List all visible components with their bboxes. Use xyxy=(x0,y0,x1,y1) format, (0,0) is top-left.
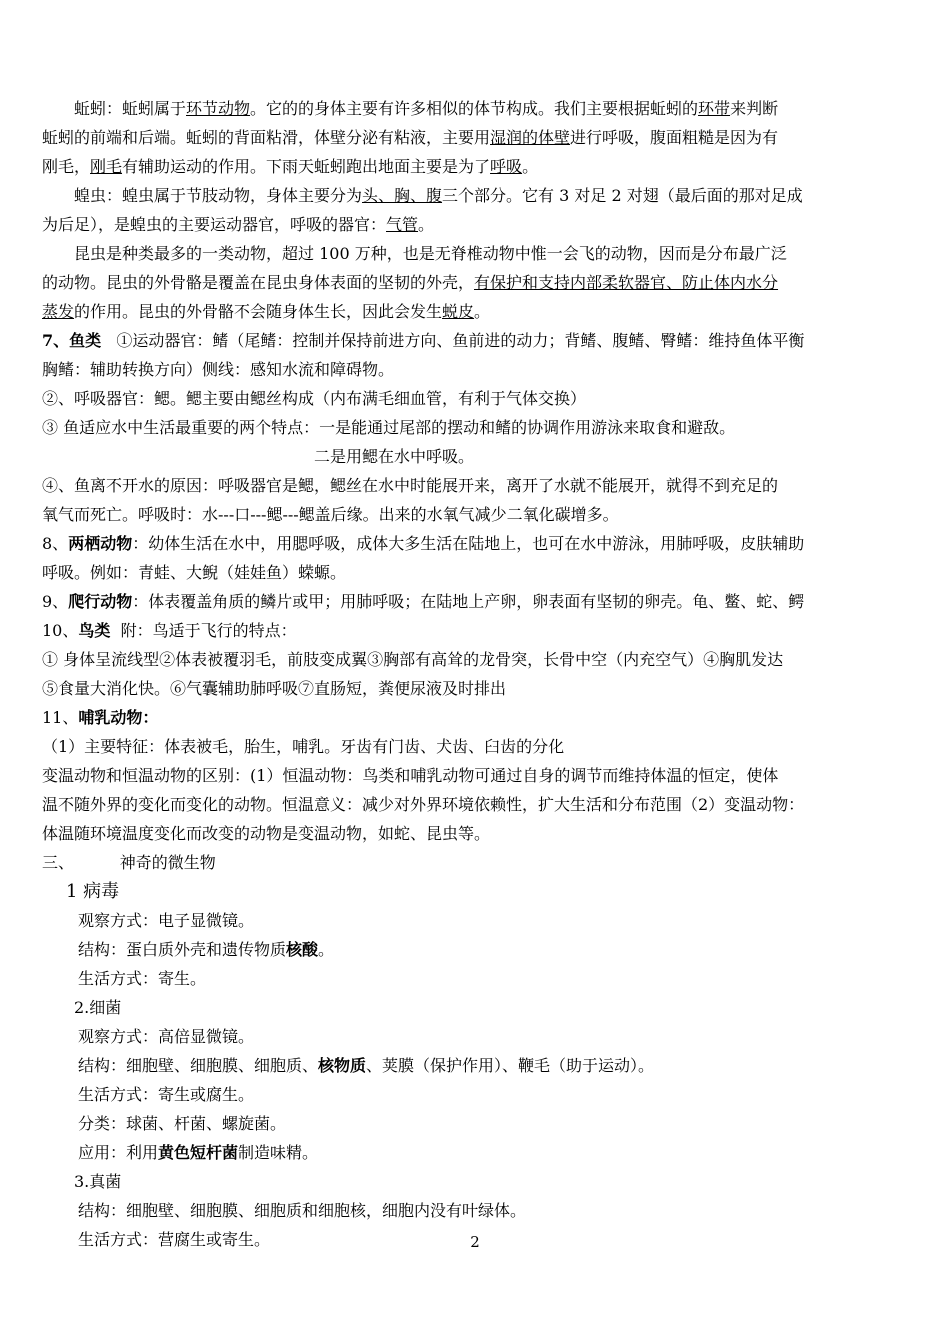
virus-heading xyxy=(42,877,908,906)
fish-line-5 xyxy=(42,442,908,471)
insect-line-2 xyxy=(42,268,908,297)
section-number: 9、 xyxy=(42,592,69,611)
text: ②、呼吸器官：鳃。鳃主要由鳃丝构成（内布满毛细血管，有利于气体交换） xyxy=(42,389,587,408)
text: 刚毛， xyxy=(42,157,91,176)
section-number: 三、 xyxy=(42,853,75,872)
text: 变温动物和恒温动物的区别：(1）恒温动物：鸟类和哺乳动物可通过自身的调节而维持体温的恒定，使体 xyxy=(42,766,779,785)
bacteria-life xyxy=(42,1080,908,1109)
text: ：体表覆盖角质的鳞片或甲；用肺呼吸；在陆地上产卵，卵表面有坚韧的卵壳。龟、鳖、蛇、鳄 xyxy=(132,592,805,611)
underlined-term: 蒸发 xyxy=(42,302,75,321)
section-heading: 爬行动物 xyxy=(68,592,133,611)
underlined-term: 有保护和支持内部柔软器官、防止体内水分 xyxy=(474,273,779,292)
bacteria-heading xyxy=(42,993,908,1022)
mammal-line-2 xyxy=(42,761,908,790)
micro-title xyxy=(42,848,908,877)
section-heading: 7、鱼类 xyxy=(42,331,102,350)
locust-line-1 xyxy=(42,181,908,210)
mammal-line-1 xyxy=(42,732,908,761)
text: 蚯蚓的前端和后端。蚯蚓的背面粘滑，体壁分泌有粘液，主要用 xyxy=(42,128,491,147)
underlined-term: 湿润的体壁 xyxy=(490,128,571,147)
locust-line-2 xyxy=(42,210,908,239)
text: 观察方式：电子显微镜。 xyxy=(78,911,255,930)
earthworm-line-1 xyxy=(42,94,908,123)
document-body xyxy=(42,94,908,1254)
text: 结构：蛋白质外壳和遗传物质 xyxy=(78,940,287,959)
virus-structure xyxy=(42,935,908,964)
text: 来判断 xyxy=(730,99,779,118)
text: 应用：利用 xyxy=(78,1143,159,1162)
text: 附：鸟适于飞行的特点： xyxy=(120,621,297,640)
underlined-term: 呼吸 xyxy=(490,157,523,176)
earthworm-line-3 xyxy=(42,152,908,181)
subsection-heading: 1 病毒 xyxy=(66,881,120,902)
underlined-term: 环带 xyxy=(698,99,731,118)
underlined-term: 头、胸、腹 xyxy=(362,186,443,205)
fungi-structure xyxy=(42,1196,908,1225)
text: 。它的的身体主要有许多相似的体节构成。我们主要根据蚯蚓的 xyxy=(250,99,699,118)
fish-line-4 xyxy=(42,413,908,442)
fish-line-3 xyxy=(42,384,908,413)
amphibian-line-1 xyxy=(42,529,908,558)
text: ③ 鱼适应水中生活最重要的两个特点：一是能通过尾部的摆动和鳍的协调作用游泳来取食和避敌。 xyxy=(42,418,736,437)
text: 分类：球菌、杆菌、螺旋菌。 xyxy=(78,1114,287,1133)
text: 温不随外界的变化而变化的动物。恒温意义：减少对外界环境依赖性，扩大生活和分布范围（2）变温动物： xyxy=(42,795,805,814)
text: 体温随环境温度变化而改变的动物是变温动物，如蛇、昆虫等。 xyxy=(42,824,491,843)
bold-term: 核酸 xyxy=(286,940,319,959)
section-number: 10、 xyxy=(42,621,79,640)
section-number: 11、 xyxy=(42,708,79,727)
underlined-term: 蜕皮 xyxy=(442,302,475,321)
bird-line-2 xyxy=(42,645,908,674)
underlined-term: 环节动物 xyxy=(186,99,251,118)
section-number: 8、 xyxy=(42,534,69,553)
underlined-term: 气管 xyxy=(386,215,419,234)
text: 有辅助运动的作用。下雨天蚯蚓跑出地面主要是为了 xyxy=(122,157,491,176)
text: 二是用鳃在水中呼吸。 xyxy=(314,447,475,466)
amphibian-line-2 xyxy=(42,558,908,587)
subsection-heading: 2.细菌 xyxy=(74,998,122,1017)
bacteria-classes xyxy=(42,1109,908,1138)
mammal-heading-line xyxy=(42,703,908,732)
text: 蚯蚓：蚯蚓属于 xyxy=(74,99,187,118)
text: 呼吸。例如：青蛙、大鲵（娃娃鱼）蝾螈。 xyxy=(42,563,347,582)
bird-line-1 xyxy=(42,616,908,645)
section-heading: 神奇的微生物 xyxy=(119,853,216,872)
text: ① 身体呈流线型②体表被覆羽毛，前肢变成翼③胸部有高耸的龙骨突，长骨中空（内充空气）④胸肌发达 xyxy=(42,650,784,669)
section-heading: 两栖动物 xyxy=(68,534,133,553)
text: 、荚膜（保护作用）、鞭毛（助于运动）。 xyxy=(366,1056,655,1075)
fish-line-7 xyxy=(42,500,908,529)
bacteria-use xyxy=(42,1138,908,1167)
fish-line-2 xyxy=(42,355,908,384)
underlined-term: 刚毛 xyxy=(90,157,123,176)
virus-observe xyxy=(42,906,908,935)
section-heading: 鸟类 xyxy=(78,621,111,640)
text: 。 xyxy=(522,157,539,176)
text: ⑤食量大消化快。⑥气囊辅助肺呼吸⑦直肠短，粪便尿液及时排出 xyxy=(42,679,507,698)
bird-line-3 xyxy=(42,674,908,703)
fish-line-1 xyxy=(42,326,908,355)
text: （1）主要特征：体表被毛，胎生，哺乳。牙齿有门齿、犬齿、臼齿的分化 xyxy=(42,737,565,756)
text: 氧气而死亡。呼吸时：水---口---鳃---鳃盖后缘。出来的水氧气减少二氧化碳增多。 xyxy=(42,505,619,524)
text: 结构：细胞壁、细胞膜、细胞质、 xyxy=(78,1056,319,1075)
text: 结构：细胞壁、细胞膜、细胞质和细胞核，细胞内没有叶绿体。 xyxy=(78,1201,527,1220)
text: 。 xyxy=(418,215,435,234)
text: 的动物。昆虫的外骨骼是覆盖在昆虫身体表面的坚韧的外壳， xyxy=(42,273,475,292)
fish-line-6 xyxy=(42,471,908,500)
page-number: 2 xyxy=(470,1233,480,1251)
text: 进行呼吸，腹面粗糙是因为有 xyxy=(570,128,779,147)
insect-line-1 xyxy=(42,239,908,268)
text: 观察方式：高倍显微镜。 xyxy=(78,1027,255,1046)
text: 制造味精。 xyxy=(238,1143,319,1162)
text: 生活方式：营腐生或寄生。 xyxy=(78,1230,271,1249)
text: 生活方式：寄生。 xyxy=(78,969,207,988)
text: 生活方式：寄生或腐生。 xyxy=(78,1085,255,1104)
bold-term: 黄色短杆菌 xyxy=(158,1143,239,1162)
section-heading: 哺乳动物： xyxy=(78,708,159,727)
bacteria-observe xyxy=(42,1022,908,1051)
insect-line-3 xyxy=(42,297,908,326)
text: 蝗虫：蝗虫属于节肢动物，身体主要分为 xyxy=(74,186,363,205)
text: 胸鳍：辅助转换方向）侧线：感知水流和障碍物。 xyxy=(42,360,395,379)
text: 。 xyxy=(474,302,491,321)
mammal-line-4 xyxy=(42,819,908,848)
bacteria-structure xyxy=(42,1051,908,1080)
text: 昆虫是种类最多的一类动物，超过 100 万种，也是无脊椎动物中惟一会飞的动物，因而是分布最广泛 xyxy=(74,244,787,263)
text: ：幼体生活在水中，用腮呼吸，成体大多生活在陆地上，也可在水中游泳，用肺呼吸，皮肤辅助 xyxy=(132,534,805,553)
bold-term: 核物质 xyxy=(318,1056,367,1075)
fungi-heading xyxy=(42,1167,908,1196)
text: ①运动器官：鳍（尾鳍：控制并保持前进方向、鱼前进的动力；背鳍、腹鳍、臀鳍：维持鱼体平衡 xyxy=(116,331,805,350)
subsection-heading: 3.真菌 xyxy=(74,1172,122,1191)
text: 。 xyxy=(318,940,335,959)
virus-life xyxy=(42,964,908,993)
text: ④、鱼离不开水的原因：呼吸器官是鳃，鳃丝在水中时能展开来，离开了水就不能展开，就得不到充足的 xyxy=(42,476,779,495)
mammal-line-3 xyxy=(42,790,908,819)
text: 的作用。昆虫的外骨骼不会随身体生长，因此会发生 xyxy=(74,302,443,321)
text: 为后足），是蝗虫的主要运动器官，呼吸的器官： xyxy=(42,215,387,234)
earthworm-line-2 xyxy=(42,123,908,152)
text: 三个部分。它有 3 对足 2 对翅（最后面的那对足成 xyxy=(442,186,803,205)
reptile-line-1 xyxy=(42,587,908,616)
